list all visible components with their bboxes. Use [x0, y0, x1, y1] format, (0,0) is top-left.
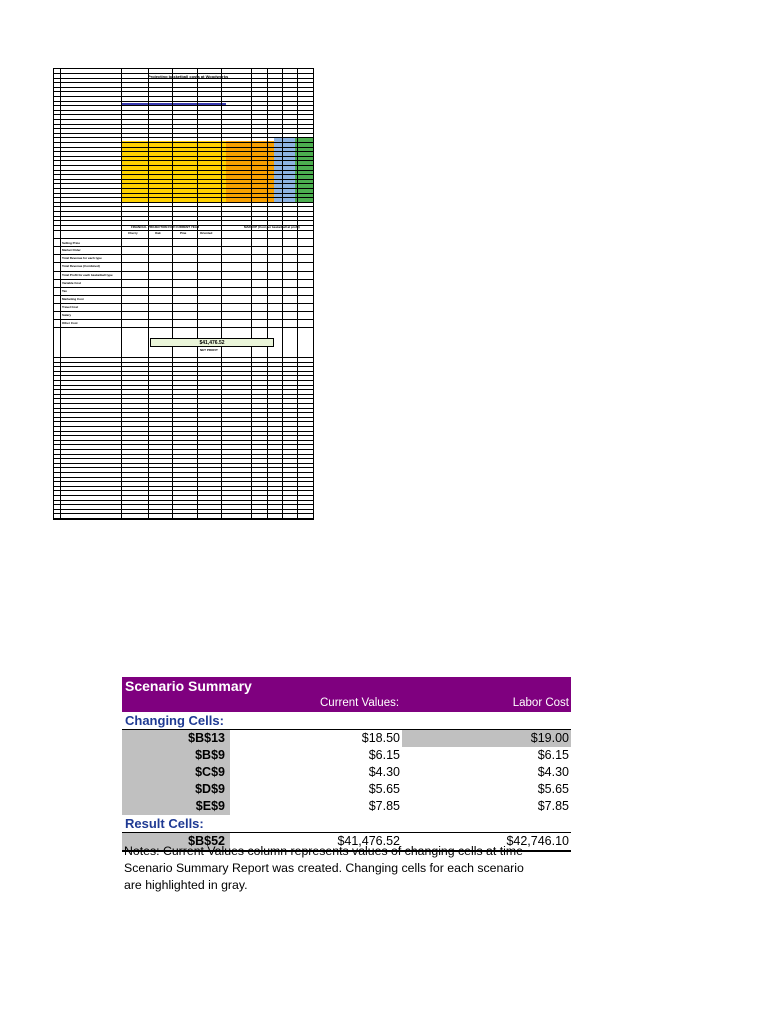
changing-row [122, 798, 571, 815]
row-salary: Salary [62, 313, 72, 317]
current-value: $7.85 [368, 799, 400, 813]
changing-cells-list [122, 730, 571, 815]
row-market-order: Market Order [62, 248, 81, 252]
col-cherry: Cherry [128, 231, 138, 235]
changing-row [122, 747, 571, 764]
changing-row [122, 764, 571, 781]
col-pine: Pine [180, 231, 187, 235]
labor-cost-value: $4.30 [537, 765, 569, 779]
current-value: $5.65 [368, 782, 400, 796]
cell-reference: $C$9 [122, 764, 230, 781]
row-total-revenue-type: Total Revenue for each type [62, 256, 102, 260]
thumbnail-title: Projecting basketball costs at Woodworks [148, 74, 229, 79]
cell-reference: $B$52 [122, 833, 230, 850]
current-value: $41,476.52 [337, 834, 400, 848]
result-cells-label: Result Cells: [122, 815, 571, 833]
current-value: $6.15 [368, 748, 400, 762]
row-selling-price: Selling Price [62, 241, 81, 245]
spreadsheet-thumbnail [53, 68, 314, 520]
markup-section-label: MARKUP (Cost per basketball at profit) [244, 225, 300, 229]
col-oak: Oak [155, 231, 161, 235]
row-total-revenue-combined: Total Revenue (Combined) [62, 264, 100, 268]
scenario-title: Scenario Summary [122, 677, 571, 695]
labor-cost-value: $19.00 [402, 730, 571, 747]
labor-cost-value: $6.15 [537, 748, 569, 762]
row-other-cost: Other Cost [62, 321, 78, 325]
current-value: $18.50 [361, 731, 400, 745]
labor-cost-value: $42,746.10 [506, 834, 569, 848]
row-tax: Tax [62, 289, 67, 293]
financial-section-label: FINANCIAL PROJECTION FOR CURRENT YEAR [131, 225, 200, 229]
net-profit-label: NET PROFIT [200, 348, 218, 352]
scenario-header [122, 695, 571, 712]
changing-row [122, 730, 571, 747]
row-variable-cost: Variable Cost [62, 281, 82, 285]
changing-row [122, 781, 571, 798]
cell-reference: $B$13 [122, 730, 230, 747]
row-total-profit: Total Profit for each basketball type [62, 273, 113, 277]
labor-cost-value: $5.65 [537, 782, 569, 796]
current-value: $4.30 [368, 765, 400, 779]
col-oriented: Oriented [200, 231, 213, 235]
scenario-summary [122, 677, 571, 852]
cell-reference: $B$9 [122, 747, 230, 764]
cell-reference: $D$9 [122, 781, 230, 798]
net-profit-value: $41,476.52 [150, 338, 274, 347]
labor-cost-value: $7.85 [537, 799, 569, 813]
row-marketing-cost: Marketing Cost [62, 297, 84, 301]
col-current-header: Current Values: [320, 697, 400, 709]
scenario-notes: Notes: Current Values column represents values of changing cells at time Scenario Summary Report was created. Changing cells for each scenario are highlighted in gray. [124, 844, 524, 892]
col-labor-header: Labor Cost [512, 697, 569, 709]
changing-cells-label: Changing Cells: [122, 712, 571, 730]
cell-reference: $E$9 [122, 798, 230, 815]
row-travel-cost: Travel Cost [62, 305, 79, 309]
